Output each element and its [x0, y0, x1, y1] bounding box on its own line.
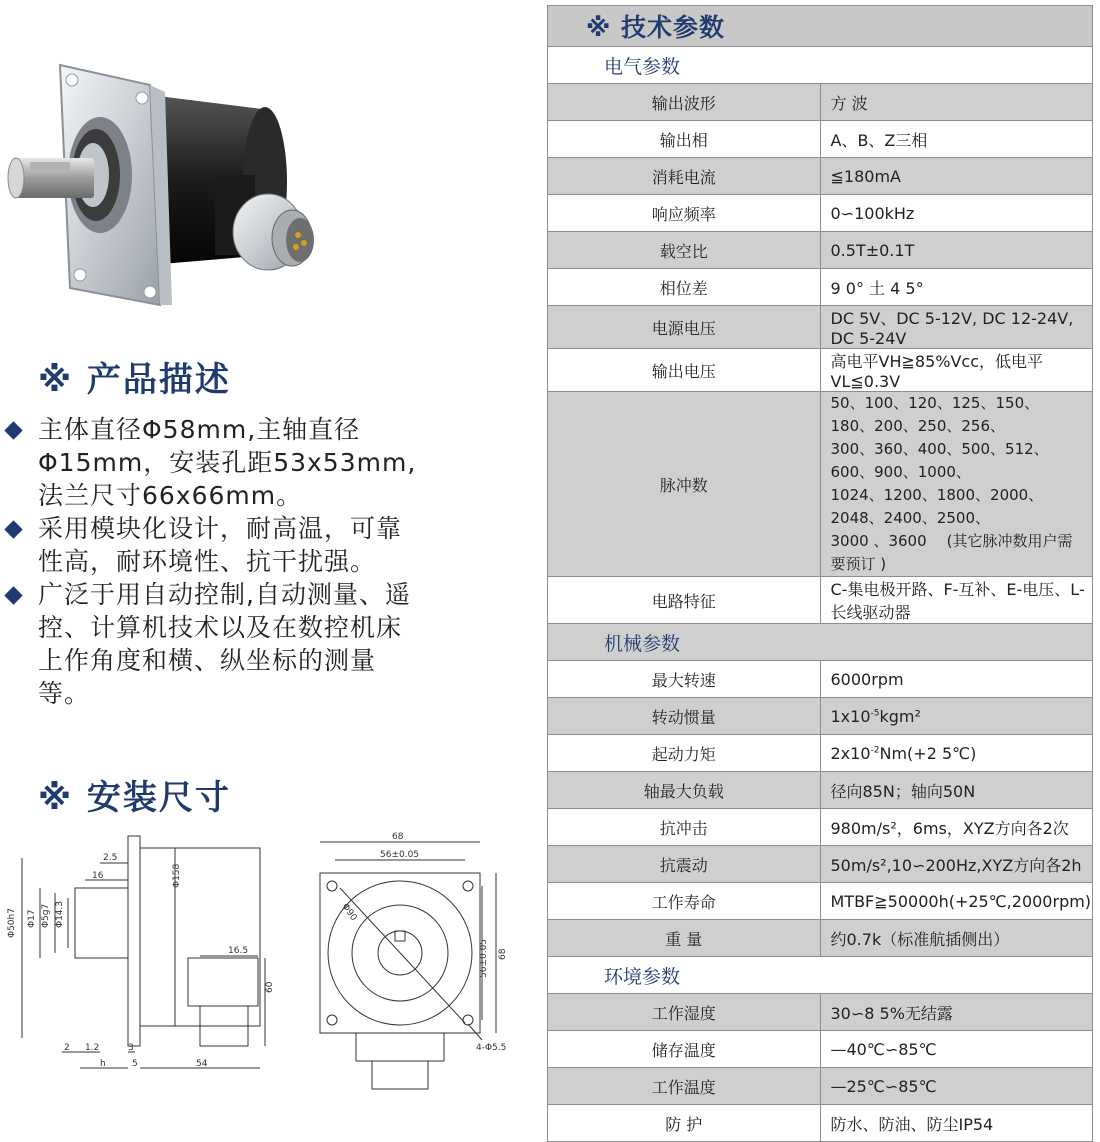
spec-value: 高电平VH≧85%Vcc，低电平VL≦0.3V: [820, 349, 1093, 392]
diamond-bullet-icon: [4, 520, 22, 538]
spec-value: MTBF≧50000h(+25℃,2000rpm): [820, 883, 1093, 920]
spec-key: 输出电压: [548, 349, 821, 392]
dim-label: 4-Φ5.5: [476, 1043, 507, 1053]
dim-label: 2: [64, 1043, 70, 1053]
table-row: [548, 232, 1093, 269]
spec-value: 9 0° 土 4 5°: [820, 269, 1093, 306]
table-row: [548, 195, 1093, 232]
pulse-line: 300、360、400、500、512、600、900、1000、: [830, 440, 1049, 481]
table-row: [548, 920, 1093, 957]
table-row: [548, 846, 1093, 883]
spec-value: 径向85N；轴向50N: [820, 772, 1093, 809]
spec-key: 储存温度: [548, 1031, 821, 1068]
product-description-list: [4, 413, 424, 710]
pulse-note: (其它脉冲数用户需要预订 ): [830, 532, 1073, 573]
spec-value: 约0.7k（标准航插侧出）: [820, 920, 1093, 957]
table-row: [548, 392, 1093, 577]
spec-key: 抗震动: [548, 846, 821, 883]
dim-label: Φ17: [27, 909, 37, 928]
table-row: [548, 306, 1093, 349]
table-row: [548, 47, 1093, 84]
dim-label: 16.5: [228, 946, 249, 956]
table-row: [548, 957, 1093, 994]
spec-value: $2x10^{-2}Nm(+2$ 5℃): [820, 735, 1093, 772]
spec-key: 输出相: [548, 121, 821, 158]
dim-label: Φ50h7: [7, 908, 17, 938]
spec-value: 方 波: [820, 84, 1093, 121]
dim-label: 56±0.05: [479, 938, 489, 978]
dim-label: 60: [265, 981, 275, 993]
table-row: [548, 1068, 1093, 1105]
dim-label: 2.5: [103, 853, 118, 863]
table-row: [548, 698, 1093, 735]
pulse-line: 50、100、120、125、150、180、200、250、256、: [830, 394, 1040, 435]
dim-label: 54: [196, 1059, 208, 1069]
spec-value: 0∽100kHz: [820, 195, 1093, 232]
table-row: [548, 883, 1093, 920]
dim-label: h: [100, 1059, 106, 1069]
table-row: [548, 158, 1093, 195]
spec-value: —25℃∽85℃: [820, 1068, 1093, 1105]
spec-key: 起动力矩: [548, 735, 821, 772]
dim-label: Φ158: [172, 863, 182, 888]
spec-value: 0.5T±0.1T: [820, 232, 1093, 269]
table-row: [548, 6, 1093, 47]
dim-label: 56±0.05: [380, 850, 420, 860]
spec-key: 响应频率: [548, 195, 821, 232]
table-row: [548, 772, 1093, 809]
spec-key: 工作寿命: [548, 883, 821, 920]
diamond-bullet-icon: [4, 586, 22, 604]
dim-label: Φ5g7: [41, 903, 51, 928]
spec-value: —40℃∽85℃: [820, 1031, 1093, 1068]
table-row: [548, 121, 1093, 158]
pulse-line: 1024、1200、1800、2000、2048、2400、2500、: [830, 486, 1044, 527]
spec-key: 重 量: [548, 920, 821, 957]
tech-spec-table: [547, 5, 1093, 1142]
spec-value: DC 5V、DC 5-12V, DC 12-24V, DC 5-24V: [820, 306, 1093, 349]
spec-value: 防水、防油、防尘IP54: [820, 1105, 1093, 1142]
spec-key: 载空比: [548, 232, 821, 269]
table-row: [548, 809, 1093, 846]
table-row: [548, 661, 1093, 698]
spec-value: A、B、Z三相: [820, 121, 1093, 158]
installation-dimensions-title: ※ 安装尺寸: [38, 778, 231, 818]
mechanical-params-header: 机械参数: [548, 624, 1093, 661]
dim-label: 68: [392, 832, 404, 842]
spec-value: 6000rpm: [820, 661, 1093, 698]
dim-label: 68: [498, 948, 508, 960]
spec-key: 抗冲击: [548, 809, 821, 846]
spec-key: 轴最大负载: [548, 772, 821, 809]
dim-label: Φ90: [339, 901, 359, 923]
environment-params-header: 环境参数: [548, 957, 1093, 994]
table-row: [548, 84, 1093, 121]
spec-key: 防 护: [548, 1105, 821, 1142]
spec-value: ≦180mA: [820, 158, 1093, 195]
spec-key: 输出波形: [548, 84, 821, 121]
spec-value: 50m/s²,10∽200Hz,XYZ方向各2h: [820, 846, 1093, 883]
dim-label: 1.2: [85, 1043, 100, 1053]
spec-key: 工作温度: [548, 1068, 821, 1105]
spec-key: 脉冲数: [548, 392, 821, 577]
list-item: 主体直径Φ58mm,主轴直径Φ15mm，安装孔距53x53mm,法兰尺寸66x66mm。: [4, 413, 424, 512]
table-row: [548, 577, 1093, 624]
front-view-drawing: [300, 828, 530, 1098]
spec-key: 电源电压: [548, 306, 821, 349]
encoder-product-photo: [0, 40, 360, 320]
side-view-drawing: [0, 828, 290, 1098]
spec-key: 工作湿度: [548, 994, 821, 1031]
table-row: [548, 1031, 1093, 1068]
table-row: [548, 994, 1093, 1031]
tech-spec-title: ※ 技术参数: [548, 6, 1093, 47]
spec-value: 30∽8 5%无结露: [820, 994, 1093, 1031]
table-row: [548, 349, 1093, 392]
list-item: 广泛于用自动控制,自动测量、遥控、计算机技术以及在数控机床上作角度和横、纵坐标的测量等。: [4, 578, 424, 710]
diamond-bullet-icon: [4, 421, 22, 439]
spec-value: 980m/s²，6ms，XYZ方向各2次: [820, 809, 1093, 846]
spec-key: 最大转速: [548, 661, 821, 698]
spec-key: 电路特征: [548, 577, 821, 624]
product-description-title: ※ 产品描述: [38, 360, 231, 400]
electrical-params-header: 电气参数: [548, 47, 1093, 84]
table-row: [548, 624, 1093, 661]
spec-value: C-集电极开路、F-互补、E-电压、L-长线驱动器: [820, 577, 1093, 624]
dim-label: Φ14.3: [55, 900, 65, 928]
dim-label: 3: [128, 1043, 134, 1053]
spec-key: 相位差: [548, 269, 821, 306]
spec-value: $1x10^{-5}kgm^2$: [820, 698, 1093, 735]
table-row: [548, 735, 1093, 772]
pulse-line: 3000 、3600 (其它脉冲数用户需要预订 ): [830, 532, 1073, 573]
table-row: [548, 269, 1093, 306]
dim-label: 5: [132, 1059, 138, 1069]
pulse-count-values: [820, 392, 1093, 577]
spec-key: 转动惯量: [548, 698, 821, 735]
list-item: 采用模块化设计，耐高温，可靠性高，耐环境性、抗干扰强。: [4, 512, 424, 578]
dim-label: 16: [92, 871, 104, 881]
spec-key: 消耗电流: [548, 158, 821, 195]
table-row: [548, 1105, 1093, 1142]
